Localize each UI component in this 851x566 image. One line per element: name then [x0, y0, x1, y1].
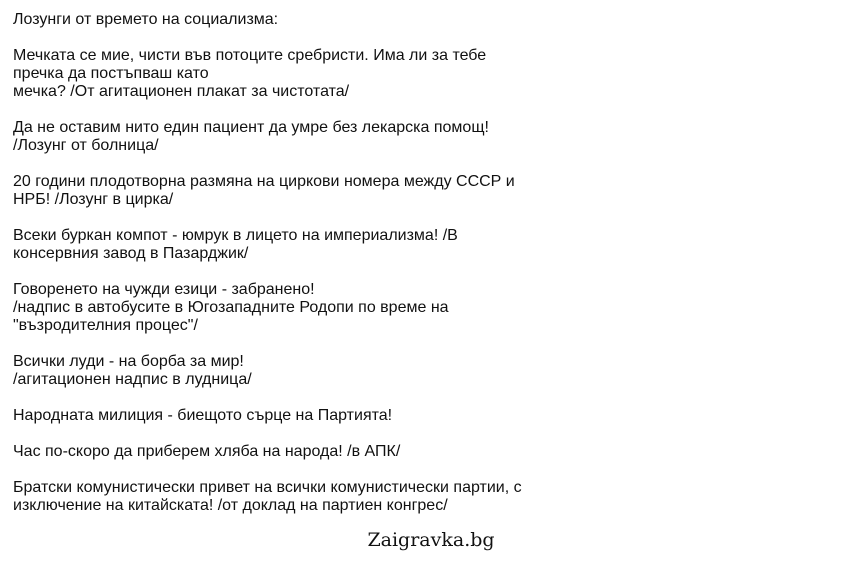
slogan-paragraph: [13, 443, 633, 461]
paragraph-gap: [13, 209, 633, 227]
slogan-line: НРБ! /Лозунг в цирка/: [13, 191, 174, 208]
slogan-line: консервния завод в Пазарджик/: [13, 245, 249, 262]
slogan-paragraph: [13, 353, 633, 389]
slogan-paragraph: [13, 281, 633, 335]
slogan-line: Всеки буркан компот - юмрук в лицето на империализма! /В: [13, 227, 458, 244]
slogan-list: [13, 29, 633, 515]
slogan-paragraph: [13, 227, 633, 263]
paragraph-gap: [13, 335, 633, 353]
paragraph-gap: [13, 155, 633, 173]
slogan-line: пречка да постъпваш като: [13, 65, 209, 82]
slogan-line: Час по-скоро да приберем хляба на народа! /в АПК/: [13, 443, 401, 460]
paragraph-gap: [13, 389, 633, 407]
paragraph-gap: [13, 263, 633, 281]
slogan-paragraph: [13, 479, 633, 515]
slogan-line: Да не оставим нито един пациент да умре без лекарска помощ!: [13, 119, 489, 136]
paragraph-gap: [13, 101, 633, 119]
slogan-line: Мечката се мие, чисти във потоците сребристи. Има ли за тебе: [13, 47, 487, 64]
slogan-line: /Лозунг от болница/: [13, 137, 159, 154]
paragraph-gap: [13, 425, 633, 443]
slogan-paragraph: [13, 47, 633, 101]
slogan-line: "възродителния процес"/: [13, 317, 198, 334]
slogan-line: /агитационен надпис в лудница/: [13, 371, 252, 388]
paragraph-gap: [13, 461, 633, 479]
slogan-line: /надпис в автобусите в Югозападните Родопи по време на: [13, 299, 449, 316]
slogan-line: Народната милиция - биещото сърце на Партията!: [13, 407, 393, 424]
slogan-line: Всички луди - на борба за мир!: [13, 353, 244, 370]
heading: Лозунги от времето на социализма:: [13, 11, 279, 28]
slogan-line: мечка? /От агитационен плакат за чистотата/: [13, 83, 350, 100]
slogan-line: изключение на китайската! /от доклад на партиен конгрес/: [13, 497, 448, 514]
slogan-text-block: [13, 11, 633, 515]
watermark-logo: Zaigravka.bg: [367, 529, 495, 551]
slogan-line: 20 години плодотворна размяна на циркови номера между СССР и: [13, 173, 515, 190]
slogan-line: Говоренето на чужди езици - забранено!: [13, 281, 315, 298]
slogan-paragraph: [13, 119, 633, 155]
slogan-line: Братски комунистически привет на всички комунистически партии, с: [13, 479, 522, 496]
slogan-paragraph: [13, 173, 633, 209]
paragraph-gap: [13, 29, 633, 47]
slogan-paragraph: [13, 407, 633, 425]
